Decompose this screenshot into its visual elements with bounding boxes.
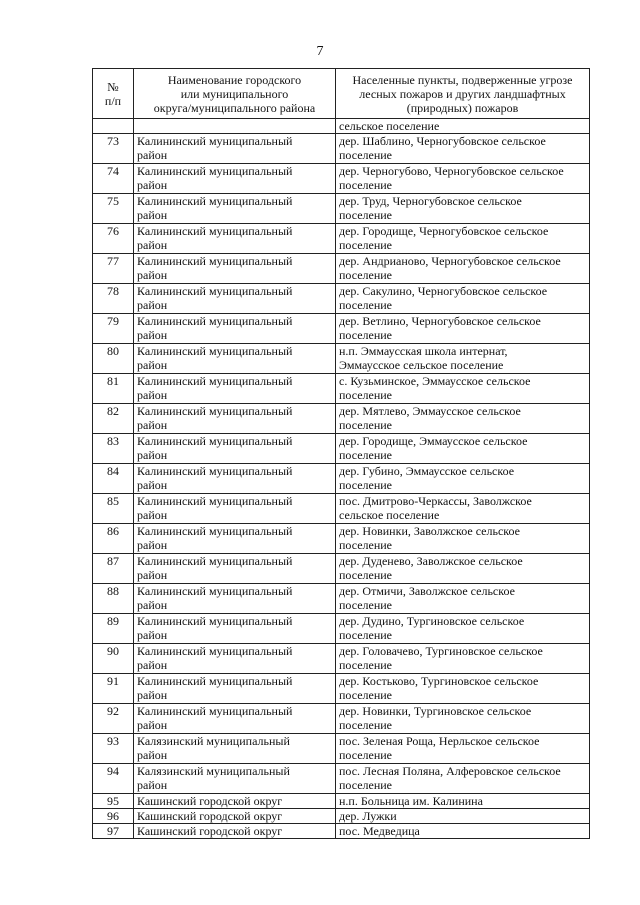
row-place: н.п. Больница им. Калинина xyxy=(336,794,590,809)
row-district: Кашинский городской округ xyxy=(134,794,336,809)
row-number: 90 xyxy=(93,644,134,674)
row-number: 87 xyxy=(93,554,134,584)
row-number: 97 xyxy=(93,824,134,839)
table-row xyxy=(93,134,590,164)
row-place: дер. Сакулино, Черногубовское сельское поселение xyxy=(336,284,590,314)
table-row xyxy=(93,614,590,644)
continuation-district xyxy=(134,119,336,134)
row-number: 74 xyxy=(93,164,134,194)
row-place: н.п. Эммаусская школа интернат, Эммаусское сельское поселение xyxy=(336,344,590,374)
row-place: дер. Городище, Черногубовское сельское поселение xyxy=(336,224,590,254)
row-place: дер. Андрианово, Черногубовское сельское поселение xyxy=(336,254,590,284)
row-number: 73 xyxy=(93,134,134,164)
row-district: Калининский муниципальный район xyxy=(134,464,336,494)
row-district: Калининский муниципальный район xyxy=(134,614,336,644)
row-district: Калининский муниципальный район xyxy=(134,584,336,614)
row-number: 93 xyxy=(93,734,134,764)
row-place: дер. Новинки, Заволжское сельское поселение xyxy=(336,524,590,554)
table-row xyxy=(93,374,590,404)
table-row xyxy=(93,224,590,254)
table-row xyxy=(93,764,590,794)
row-place: дер. Черногубово, Черногубовское сельское поселение xyxy=(336,164,590,194)
row-place: дер. Губино, Эммаусское сельское поселение xyxy=(336,464,590,494)
row-district: Калининский муниципальный район xyxy=(134,284,336,314)
table-header-row xyxy=(93,69,590,119)
row-number: 83 xyxy=(93,434,134,464)
table-row xyxy=(93,314,590,344)
page-number: 7 xyxy=(316,44,324,59)
table-row xyxy=(93,284,590,314)
continuation-place: сельское поселение xyxy=(336,119,590,134)
row-place: дер. Костьково, Тургиновское сельское поселение xyxy=(336,674,590,704)
row-place: пос. Дмитрово-Черкассы, Заволжское сельское поселение xyxy=(336,494,590,524)
table-row xyxy=(93,404,590,434)
table-row xyxy=(93,704,590,734)
table-row xyxy=(93,794,590,809)
row-place: дер. Лужки xyxy=(336,809,590,824)
row-number: 85 xyxy=(93,494,134,524)
row-district: Калининский муниципальный район xyxy=(134,164,336,194)
row-number: 75 xyxy=(93,194,134,224)
row-district: Кашинский городской округ xyxy=(134,809,336,824)
row-number: 89 xyxy=(93,614,134,644)
table-row xyxy=(93,584,590,614)
continuation-row xyxy=(93,119,590,134)
row-place: дер. Дудино, Тургиновское сельское поселение xyxy=(336,614,590,644)
row-place: с. Кузьминское, Эммаусское сельское поселение xyxy=(336,374,590,404)
row-number: 79 xyxy=(93,314,134,344)
row-place: дер. Отмичи, Заволжское сельское поселение xyxy=(336,584,590,614)
table-row xyxy=(93,194,590,224)
row-district: Калининский муниципальный район xyxy=(134,224,336,254)
row-district: Калининский муниципальный район xyxy=(134,494,336,524)
row-district: Калининский муниципальный район xyxy=(134,194,336,224)
row-district: Калининский муниципальный район xyxy=(134,704,336,734)
row-place: дер. Труд, Черногубовское сельское поселение xyxy=(336,194,590,224)
row-district: Калининский муниципальный район xyxy=(134,254,336,284)
row-place: дер. Новинки, Тургиновское сельское поселение xyxy=(336,704,590,734)
row-district: Калининский муниципальный район xyxy=(134,374,336,404)
row-district: Калининский муниципальный район xyxy=(134,644,336,674)
continuation-num xyxy=(93,119,134,134)
row-number: 81 xyxy=(93,374,134,404)
settlements-table xyxy=(92,68,590,839)
row-district: Калининский муниципальный район xyxy=(134,404,336,434)
row-number: 82 xyxy=(93,404,134,434)
row-number: 96 xyxy=(93,809,134,824)
row-place: дер. Городище, Эммаусское сельское поселение xyxy=(336,434,590,464)
table-row xyxy=(93,644,590,674)
row-place: дер. Дуденево, Заволжское сельское поселение xyxy=(336,554,590,584)
row-number: 94 xyxy=(93,764,134,794)
header-number: № п/п xyxy=(93,69,134,119)
table-row xyxy=(93,434,590,464)
table-row xyxy=(93,254,590,284)
table-row xyxy=(93,824,590,839)
row-number: 78 xyxy=(93,284,134,314)
row-place: дер. Головачево, Тургиновское сельское поселение xyxy=(336,644,590,674)
table-row xyxy=(93,524,590,554)
table-row xyxy=(93,809,590,824)
row-district: Калининский муниципальный район xyxy=(134,554,336,584)
row-district: Калининский муниципальный район xyxy=(134,524,336,554)
row-number: 91 xyxy=(93,674,134,704)
row-number: 80 xyxy=(93,344,134,374)
header-places: Населенные пункты, подверженные угрозе лесных пожаров и других ландшафтных (природных) пожаров xyxy=(336,69,590,119)
row-place: дер. Шаблино, Черногубовское сельское поселение xyxy=(336,134,590,164)
row-place: пос. Зеленая Роща, Нерльское сельское поселение xyxy=(336,734,590,764)
table-row xyxy=(93,734,590,764)
row-district: Калининский муниципальный район xyxy=(134,674,336,704)
row-place: пос. Медведица xyxy=(336,824,590,839)
table-row xyxy=(93,344,590,374)
row-number: 77 xyxy=(93,254,134,284)
row-district: Кашинский городской округ xyxy=(134,824,336,839)
row-place: пос. Лесная Поляна, Алферовское сельское поселение xyxy=(336,764,590,794)
row-district: Калининский муниципальный район xyxy=(134,344,336,374)
row-district: Калязинский муниципальный район xyxy=(134,734,336,764)
table-row xyxy=(93,674,590,704)
table-row xyxy=(93,164,590,194)
table-row xyxy=(93,494,590,524)
table-row xyxy=(93,464,590,494)
row-district: Калининский муниципальный район xyxy=(134,134,336,164)
row-district: Калининский муниципальный район xyxy=(134,314,336,344)
table-body xyxy=(93,119,590,839)
row-place: дер. Мятлево, Эммаусское сельское поселение xyxy=(336,404,590,434)
header-district: Наименование городского или муниципального округа/муниципального района xyxy=(134,69,336,119)
row-district: Калининский муниципальный район xyxy=(134,434,336,464)
row-place: дер. Ветлино, Черногубовское сельское поселение xyxy=(336,314,590,344)
row-number: 88 xyxy=(93,584,134,614)
row-district: Калязинский муниципальный район xyxy=(134,764,336,794)
row-number: 95 xyxy=(93,794,134,809)
row-number: 92 xyxy=(93,704,134,734)
row-number: 86 xyxy=(93,524,134,554)
row-number: 76 xyxy=(93,224,134,254)
table-row xyxy=(93,554,590,584)
row-number: 84 xyxy=(93,464,134,494)
